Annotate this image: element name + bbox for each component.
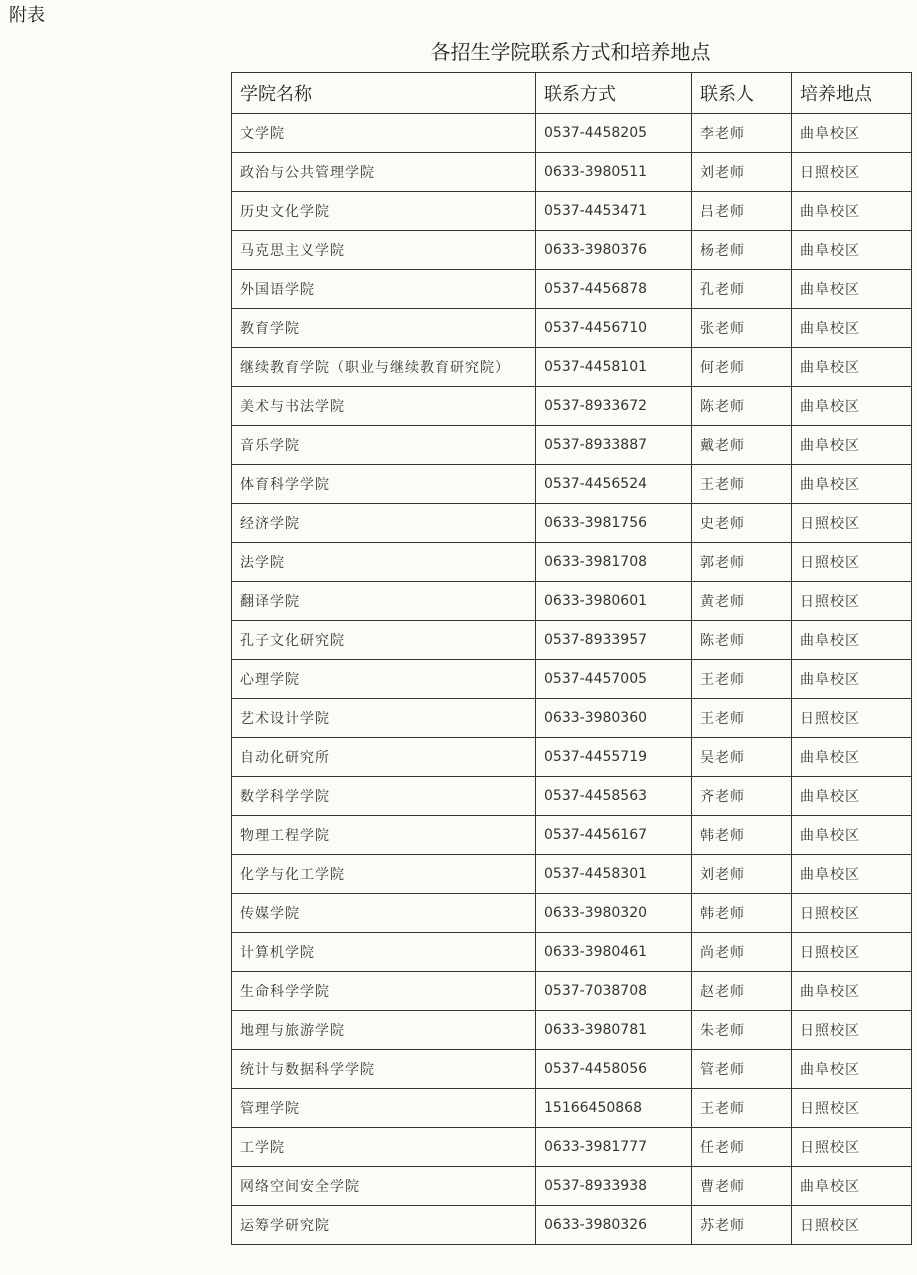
- contact-person-cell: 齐老师: [692, 777, 792, 816]
- phone-cell: 0537-4456878: [536, 270, 692, 309]
- contact-person-cell: 王老师: [692, 699, 792, 738]
- college-name-cell: 马克思主义学院: [232, 231, 536, 270]
- contact-person-cell: 杨老师: [692, 231, 792, 270]
- phone-cell: 0633-3980511: [536, 153, 692, 192]
- contact-person-cell: 张老师: [692, 309, 792, 348]
- table-row: [232, 426, 912, 465]
- table-row: [232, 738, 912, 777]
- college-name-cell: 心理学院: [232, 660, 536, 699]
- phone-cell: 0537-4458563: [536, 777, 692, 816]
- college-name-cell: 工学院: [232, 1128, 536, 1167]
- contact-person-cell: 韩老师: [692, 894, 792, 933]
- college-contact-table: [231, 72, 912, 1245]
- location-cell: 日照校区: [792, 933, 912, 972]
- phone-cell: 0537-8933887: [536, 426, 692, 465]
- table-row: [232, 621, 912, 660]
- phone-cell: 0537-7038708: [536, 972, 692, 1011]
- location-cell: 曲阜校区: [792, 855, 912, 894]
- college-name-cell: 运筹学研究院: [232, 1206, 536, 1245]
- phone-cell: 0537-4458205: [536, 114, 692, 153]
- table-row: [232, 894, 912, 933]
- table-row: [232, 192, 912, 231]
- phone-cell: 0537-4455719: [536, 738, 692, 777]
- contact-person-cell: 任老师: [692, 1128, 792, 1167]
- contact-person-cell: 孔老师: [692, 270, 792, 309]
- location-cell: 日照校区: [792, 543, 912, 582]
- phone-cell: 0537-4458056: [536, 1050, 692, 1089]
- table-row: [232, 660, 912, 699]
- contact-person-cell: 吴老师: [692, 738, 792, 777]
- table-header-row: [232, 73, 912, 114]
- location-cell: 曲阜校区: [792, 192, 912, 231]
- college-name-cell: 统计与数据科学学院: [232, 1050, 536, 1089]
- location-cell: 日照校区: [792, 582, 912, 621]
- table-row: [232, 387, 912, 426]
- table-row: [232, 1128, 912, 1167]
- phone-cell: 0537-4453471: [536, 192, 692, 231]
- location-cell: 日照校区: [792, 1128, 912, 1167]
- header-college: 学院名称: [232, 73, 536, 114]
- location-cell: 日照校区: [792, 1011, 912, 1050]
- table-body: [232, 114, 912, 1245]
- table-row: [232, 699, 912, 738]
- header-person: 联系人: [692, 73, 792, 114]
- college-name-cell: 继续教育学院（职业与继续教育研究院）: [232, 348, 536, 387]
- college-name-cell: 孔子文化研究院: [232, 621, 536, 660]
- college-name-cell: 传媒学院: [232, 894, 536, 933]
- college-name-cell: 数学科学学院: [232, 777, 536, 816]
- location-cell: 日照校区: [792, 699, 912, 738]
- table-row: [232, 153, 912, 192]
- college-name-cell: 生命科学学院: [232, 972, 536, 1011]
- phone-cell: 0633-3980461: [536, 933, 692, 972]
- contact-person-cell: 黄老师: [692, 582, 792, 621]
- contact-person-cell: 韩老师: [692, 816, 792, 855]
- location-cell: 曲阜校区: [792, 270, 912, 309]
- contact-person-cell: 戴老师: [692, 426, 792, 465]
- table-row: [232, 504, 912, 543]
- contact-person-cell: 何老师: [692, 348, 792, 387]
- table-row: [232, 1050, 912, 1089]
- table-row: [232, 231, 912, 270]
- phone-cell: 0633-3981777: [536, 1128, 692, 1167]
- phone-cell: 0537-8933938: [536, 1167, 692, 1206]
- contact-person-cell: 郭老师: [692, 543, 792, 582]
- phone-cell: 15166450868: [536, 1089, 692, 1128]
- table-row: [232, 309, 912, 348]
- college-name-cell: 政治与公共管理学院: [232, 153, 536, 192]
- location-cell: 日照校区: [792, 504, 912, 543]
- location-cell: 曲阜校区: [792, 738, 912, 777]
- location-cell: 曲阜校区: [792, 816, 912, 855]
- college-name-cell: 音乐学院: [232, 426, 536, 465]
- college-name-cell: 物理工程学院: [232, 816, 536, 855]
- college-name-cell: 地理与旅游学院: [232, 1011, 536, 1050]
- location-cell: 日照校区: [792, 1089, 912, 1128]
- college-name-cell: 外国语学院: [232, 270, 536, 309]
- college-name-cell: 法学院: [232, 543, 536, 582]
- table-row: [232, 582, 912, 621]
- phone-cell: 0537-8933672: [536, 387, 692, 426]
- college-name-cell: 历史文化学院: [232, 192, 536, 231]
- location-cell: 曲阜校区: [792, 348, 912, 387]
- location-cell: 日照校区: [792, 153, 912, 192]
- location-cell: 曲阜校区: [792, 465, 912, 504]
- phone-cell: 0633-3980320: [536, 894, 692, 933]
- table-row: [232, 1167, 912, 1206]
- phone-cell: 0537-4458301: [536, 855, 692, 894]
- table-row: [232, 855, 912, 894]
- contact-person-cell: 刘老师: [692, 855, 792, 894]
- phone-cell: 0537-4456710: [536, 309, 692, 348]
- college-name-cell: 体育科学学院: [232, 465, 536, 504]
- location-cell: 曲阜校区: [792, 114, 912, 153]
- table-row: [232, 348, 912, 387]
- college-name-cell: 文学院: [232, 114, 536, 153]
- header-location: 培养地点: [792, 73, 912, 114]
- table-title: 各招生学院联系方式和培养地点: [430, 40, 711, 64]
- table-row: [232, 816, 912, 855]
- phone-cell: 0633-3980326: [536, 1206, 692, 1245]
- location-cell: 曲阜校区: [792, 621, 912, 660]
- location-cell: 曲阜校区: [792, 1167, 912, 1206]
- location-cell: 曲阜校区: [792, 660, 912, 699]
- location-cell: 曲阜校区: [792, 1050, 912, 1089]
- location-cell: 曲阜校区: [792, 387, 912, 426]
- table-row: [232, 270, 912, 309]
- contact-person-cell: 王老师: [692, 465, 792, 504]
- college-name-cell: 化学与化工学院: [232, 855, 536, 894]
- contact-person-cell: 刘老师: [692, 153, 792, 192]
- contact-person-cell: 尚老师: [692, 933, 792, 972]
- contact-person-cell: 赵老师: [692, 972, 792, 1011]
- table-row: [232, 972, 912, 1011]
- location-cell: 曲阜校区: [792, 777, 912, 816]
- college-name-cell: 教育学院: [232, 309, 536, 348]
- college-name-cell: 计算机学院: [232, 933, 536, 972]
- phone-cell: 0633-3981708: [536, 543, 692, 582]
- college-name-cell: 艺术设计学院: [232, 699, 536, 738]
- location-cell: 曲阜校区: [792, 309, 912, 348]
- table-row: [232, 465, 912, 504]
- contact-person-cell: 吕老师: [692, 192, 792, 231]
- college-name-cell: 管理学院: [232, 1089, 536, 1128]
- contact-person-cell: 陈老师: [692, 621, 792, 660]
- contact-person-cell: 李老师: [692, 114, 792, 153]
- contact-person-cell: 管老师: [692, 1050, 792, 1089]
- college-name-cell: 自动化研究所: [232, 738, 536, 777]
- college-name-cell: 网络空间安全学院: [232, 1167, 536, 1206]
- table-row: [232, 933, 912, 972]
- location-cell: 日照校区: [792, 1206, 912, 1245]
- table-row: [232, 1089, 912, 1128]
- phone-cell: 0537-4458101: [536, 348, 692, 387]
- phone-cell: 0537-4456524: [536, 465, 692, 504]
- attachment-label: 附表: [9, 5, 45, 26]
- contact-person-cell: 苏老师: [692, 1206, 792, 1245]
- header-contact: 联系方式: [536, 73, 692, 114]
- table-row: [232, 1011, 912, 1050]
- phone-cell: 0633-3980601: [536, 582, 692, 621]
- table-row: [232, 1206, 912, 1245]
- phone-cell: 0633-3980376: [536, 231, 692, 270]
- table-row: [232, 777, 912, 816]
- contact-person-cell: 陈老师: [692, 387, 792, 426]
- college-name-cell: 美术与书法学院: [232, 387, 536, 426]
- phone-cell: 0537-4456167: [536, 816, 692, 855]
- contact-person-cell: 曹老师: [692, 1167, 792, 1206]
- phone-cell: 0633-3981756: [536, 504, 692, 543]
- location-cell: 曲阜校区: [792, 231, 912, 270]
- location-cell: 曲阜校区: [792, 426, 912, 465]
- college-name-cell: 翻译学院: [232, 582, 536, 621]
- phone-cell: 0537-4457005: [536, 660, 692, 699]
- table-row: [232, 114, 912, 153]
- location-cell: 日照校区: [792, 894, 912, 933]
- phone-cell: 0633-3980360: [536, 699, 692, 738]
- location-cell: 曲阜校区: [792, 972, 912, 1011]
- contact-person-cell: 王老师: [692, 1089, 792, 1128]
- contact-person-cell: 朱老师: [692, 1011, 792, 1050]
- table-row: [232, 543, 912, 582]
- phone-cell: 0633-3980781: [536, 1011, 692, 1050]
- contact-person-cell: 王老师: [692, 660, 792, 699]
- phone-cell: 0537-8933957: [536, 621, 692, 660]
- college-name-cell: 经济学院: [232, 504, 536, 543]
- contact-person-cell: 史老师: [692, 504, 792, 543]
